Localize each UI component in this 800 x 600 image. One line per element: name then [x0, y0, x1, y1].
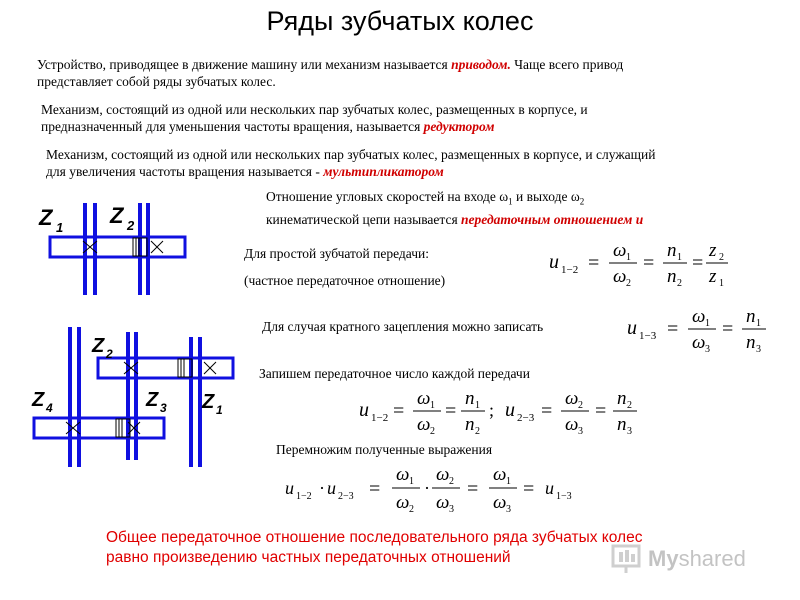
simple-gear-diagram	[35, 195, 195, 300]
math-subscript: 1	[506, 476, 511, 487]
math-omega: ω	[417, 388, 431, 409]
math-subscript: 1	[626, 252, 631, 263]
math-u: u	[627, 317, 637, 339]
math-subscript: 2	[627, 400, 632, 411]
math-n: n	[746, 332, 756, 353]
math-subscript: 2	[677, 278, 682, 289]
math-dot: ·	[319, 478, 325, 498]
math-omega: ω	[565, 414, 579, 435]
math-omega: ω	[692, 306, 706, 327]
label-z4-subscript: 4	[46, 401, 53, 415]
definition-drive-line2: представляет собой ряды зубчатых колес.	[37, 74, 276, 89]
math-equals: =	[523, 478, 535, 500]
math-subscript: 3	[578, 426, 583, 437]
math-subscript: 1	[475, 400, 480, 411]
math-subscript: 1	[677, 252, 682, 263]
watermark-brand-bold: My	[648, 546, 679, 571]
watermark-brand-rest: shared	[678, 546, 746, 571]
label-z2-subscript: 2	[127, 218, 135, 233]
math-u: u	[327, 478, 336, 498]
math-u: u	[359, 399, 369, 421]
definition-reducer	[41, 101, 588, 135]
label-z1: Z	[202, 391, 215, 413]
label-z3-subscript: 3	[160, 401, 167, 415]
conclusion-line2: равно произведению частных передаточных отношений	[106, 549, 511, 566]
compound-gear-diagram	[28, 322, 238, 472]
math-omega: ω	[396, 464, 410, 485]
math-equals: =	[692, 252, 704, 274]
math-subscript: 2	[409, 504, 414, 515]
math-n: n	[617, 388, 627, 409]
formula-simple-ratio	[545, 236, 730, 290]
math-equals: =	[595, 400, 607, 422]
math-omega: ω	[692, 332, 706, 353]
math-subscript: 3	[705, 344, 710, 355]
definition-ratio-text: Отношение угловых скоростей на входе	[266, 189, 500, 204]
label-z1-subscript: 1	[56, 220, 64, 235]
omega-subscript: 1	[508, 196, 513, 207]
definition-ratio-text-mid: и выходе	[512, 189, 571, 204]
math-equals: =	[643, 252, 655, 274]
math-subscript: 2	[449, 476, 454, 487]
math-n: n	[746, 306, 756, 327]
math-subscript: 3	[506, 504, 511, 515]
math-subscript: 1	[705, 318, 710, 329]
definition-drive	[37, 56, 623, 90]
math-n: n	[667, 240, 677, 261]
math-n: n	[667, 266, 677, 287]
term-gear-ratio: передаточным отношением u	[461, 211, 644, 227]
math-subscript: 2	[578, 400, 583, 411]
definition-multiplier	[46, 146, 656, 180]
label-z2-subscript: 2	[106, 347, 113, 361]
conclusion-line1: Общее передаточное отношение последовательного ряда зубчатых колес	[106, 529, 643, 546]
math-z: z	[709, 240, 717, 261]
page-title: Ряды зубчатых колес	[266, 6, 534, 36]
math-subscript: 2	[430, 426, 435, 437]
math-subscript: 1−2	[371, 412, 389, 424]
gear-frame	[50, 237, 185, 257]
math-subscript: 2−3	[517, 412, 535, 424]
math-subscript: 2−3	[338, 491, 354, 502]
math-omega: ω	[493, 492, 507, 513]
math-u: u	[505, 399, 515, 421]
math-subscript: 3	[756, 344, 761, 355]
math-equals: =	[667, 318, 679, 340]
math-subscript: 1	[719, 278, 724, 289]
math-u: u	[549, 251, 559, 273]
conclusion	[106, 528, 642, 568]
term-drive: приводом.	[451, 57, 511, 72]
math-subscript: 2	[626, 278, 631, 289]
formula-product	[283, 458, 583, 516]
gear-frame-lower	[34, 418, 164, 438]
simple-gear-label: Для простой зубчатой передачи:	[244, 246, 429, 261]
omega-symbol: ω	[570, 189, 580, 204]
omega-subscript: 2	[579, 196, 585, 207]
gear-frame-upper	[98, 358, 233, 378]
label-z1: Z	[39, 205, 53, 230]
math-subscript: 3	[627, 426, 632, 437]
math-omega: ω	[436, 492, 450, 513]
multiple-mesh-label: Для случая кратного зацепления можно записать	[262, 319, 544, 334]
math-n: n	[465, 388, 475, 409]
definition-multiplier-line2: для увеличения частоты вращения называется -	[46, 164, 324, 179]
math-n: n	[617, 414, 627, 435]
math-omega: ω	[417, 414, 431, 435]
term-reducer: редуктором	[423, 119, 495, 134]
definition-drive-text: Устройство, приводящее в движение машину или механизм называется	[37, 57, 452, 72]
math-subscript: 1	[430, 400, 435, 411]
math-n: n	[465, 414, 475, 435]
math-equals: =	[722, 318, 734, 340]
watermark-brand	[648, 546, 746, 572]
math-subscript: 3	[449, 504, 454, 515]
math-omega: ω	[493, 464, 507, 485]
math-omega: ω	[396, 492, 410, 513]
math-equals: =	[393, 400, 405, 422]
label-z3: Z	[146, 389, 159, 411]
math-u: u	[545, 478, 554, 498]
presentation-icon	[610, 542, 644, 576]
math-omega: ω	[436, 464, 450, 485]
partial-ratio-label: (частное передаточное отношение)	[244, 273, 446, 288]
definition-multiplier-line1: Механизм, состоящий из одной или нескольких пар зубчатых колес, размещенных в корпусе, и служащий	[46, 147, 656, 162]
formula-each-ratio	[355, 384, 645, 438]
math-subscript: 2	[475, 426, 480, 437]
math-dot: ·	[424, 478, 430, 498]
label-z2: Z	[92, 335, 105, 357]
math-equals: =	[467, 478, 479, 500]
multiply-label: Перемножим полученные выражения	[276, 442, 493, 457]
math-z: z	[709, 266, 717, 287]
math-omega: ω	[565, 388, 579, 409]
math-omega: ω	[613, 266, 627, 287]
label-z4: Z	[32, 389, 45, 411]
each-ratio-label: Запишем передаточное число каждой передачи	[259, 366, 530, 381]
math-subscript: 2	[719, 252, 724, 263]
math-subscript: 1−2	[296, 491, 312, 502]
definition-ratio	[266, 188, 643, 228]
math-omega: ω	[613, 240, 627, 261]
math-semicolon: ;	[489, 400, 495, 420]
math-u: u	[285, 478, 294, 498]
definition-reducer-line2: предназначенный для уменьшения частоты вращения, называется	[41, 119, 424, 134]
label-z2: Z	[110, 203, 124, 228]
math-equals: =	[369, 478, 381, 500]
math-subscript: 1−2	[561, 264, 579, 276]
math-equals: =	[541, 400, 553, 422]
math-subscript: 1	[409, 476, 414, 487]
omega-symbol: ω	[499, 189, 509, 204]
definition-ratio-line2: кинематической цепи называется	[266, 211, 462, 227]
math-equals: =	[445, 400, 457, 422]
definition-drive-text-end: Чаще всего привод	[510, 57, 624, 72]
term-multiplier: мультипликатором	[323, 164, 444, 179]
math-subscript: 1−3	[556, 491, 572, 502]
math-subscript: 1−3	[639, 330, 657, 342]
formula-multiple-ratio	[623, 302, 773, 356]
definition-reducer-line1: Механизм, состоящий из одной или нескольких пар зубчатых колес, размещенных в корпусе, и	[41, 102, 588, 117]
watermark	[610, 540, 770, 580]
math-subscript: 1	[756, 318, 761, 329]
label-z1-subscript: 1	[216, 403, 223, 417]
math-equals: =	[588, 252, 600, 274]
